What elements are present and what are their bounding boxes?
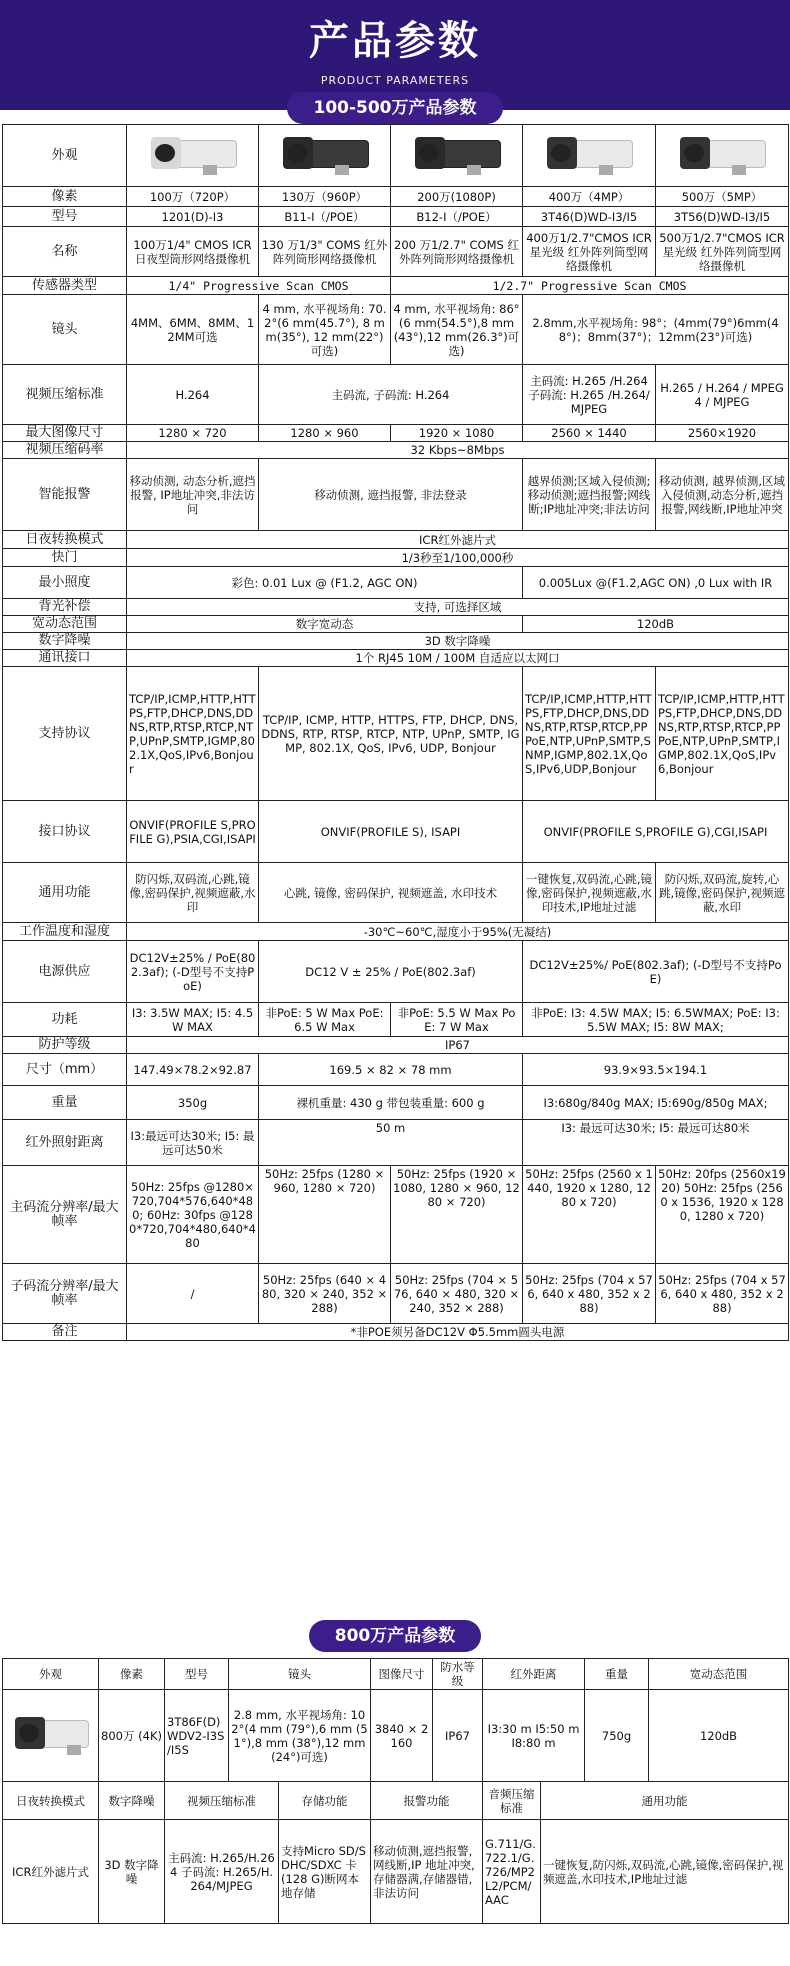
row-temp xyxy=(3,923,789,941)
cell: DC12 V ± 25% / PoE(802.3af) xyxy=(259,941,523,1003)
label-bitrate: 视频压缩码率 xyxy=(3,442,127,459)
cell: 数字降噪 xyxy=(99,1782,165,1820)
cell: 心跳, 镜像, 密码保护, 视频遮盖, 水印技术 xyxy=(259,863,523,923)
cell: I3:680g/840g MAX; I5:690g/850g MAX; xyxy=(523,1086,789,1120)
cell: 50Hz: 25fps (2560 x 1440, 1920 x 1280, 1280 x 720) xyxy=(523,1166,656,1264)
cell: 1201(D)-I3 xyxy=(127,207,259,227)
cell: 非PoE: 5.5 W Max PoE: 7 W Max xyxy=(391,1003,523,1037)
cell: H.264 xyxy=(127,365,259,425)
label-iface: 接口协议 xyxy=(3,801,127,863)
cell: 400万（4MP） xyxy=(523,187,656,207)
cell: TCP/IP,ICMP,HTTP,HTTPS,FTP,DHCP,DNS,DDNS,RTP,RTSP,RTCP,NTP,UPnP,SMTP,IGMP,802.1X,QoS,IPv6,Bonjour xyxy=(127,667,259,801)
cell: 120dB xyxy=(649,1690,789,1782)
row-comm xyxy=(3,650,789,667)
section1-heading xyxy=(0,92,790,124)
cell: 3T86F(D)WDV2-I3S /I5S xyxy=(165,1690,229,1782)
label-codec: 视频压缩标准 xyxy=(3,365,127,425)
page-subtitle: PRODUCT PARAMETERS xyxy=(320,74,470,87)
row-shutter xyxy=(3,549,789,567)
cell: 200 万1/2.7" COMS 红外阵列筒形网络摄像机 xyxy=(391,227,523,277)
cell: 147.49×78.2×92.87 xyxy=(127,1054,259,1086)
label-model: 型号 xyxy=(3,207,127,227)
label-general: 通用功能 xyxy=(3,863,127,923)
label-protocol: 支持协议 xyxy=(3,667,127,801)
label-note: 备注 xyxy=(3,1324,127,1341)
cell: 一键恢复,双码流,心跳,镜像,密码保护,视频遮蔽,水印技术,IP地址过滤 xyxy=(523,863,656,923)
cell: 3D 数字降噪 xyxy=(99,1820,165,1924)
label-smart: 智能报警 xyxy=(3,459,127,531)
camera-image xyxy=(656,125,789,187)
cell: 100万（720P） xyxy=(127,187,259,207)
page-title: 产品参数 xyxy=(309,18,481,64)
cell: 50Hz: 25fps (640 × 480, 320 × 240, 352 × 288) xyxy=(259,1264,391,1324)
cell: 2.8mm,水平视场角: 98°；(4mm(79°)6mm(48°)；8mm(37°)；12mm(23°)可选) xyxy=(523,295,789,365)
cell: 1280 × 720 xyxy=(127,425,259,442)
cell: 报警功能 xyxy=(371,1782,483,1820)
camera-image xyxy=(259,125,391,187)
t2-header-row-1 xyxy=(3,1659,789,1690)
cell: 通用功能 xyxy=(541,1782,789,1820)
cell: -30℃~60℃,湿度小于95%(无凝结) xyxy=(127,923,789,941)
cell: 3T56(D)WD-I3/I5 xyxy=(656,207,789,227)
cell: 移动侦测,遮挡报警,网线断,IP 地址冲突,存储器满,存储器错,非法访问 xyxy=(371,1820,483,1924)
label-wdr: 宽动态范围 xyxy=(3,616,127,633)
row-wdr xyxy=(3,616,789,633)
section2-heading xyxy=(0,1620,790,1652)
row-smart xyxy=(3,459,789,531)
camera-4-image xyxy=(539,132,639,176)
cell: 50Hz: 25fps (1920 × 1080, 1280 × 960, 1280 × 720) xyxy=(391,1166,523,1264)
cell: ICR红外滤片式 xyxy=(3,1820,99,1924)
cell: 支持Micro SD/SDHC/SDXC 卡(128 G)断网本地存储 xyxy=(279,1820,371,1924)
row-consume xyxy=(3,1003,789,1037)
cell: 200万(1080P) xyxy=(391,187,523,207)
cell: ONVIF(PROFILE S), ISAPI xyxy=(259,801,523,863)
row-minlux xyxy=(3,567,789,599)
label-size: 尺寸（mm） xyxy=(3,1054,127,1086)
label-maxres: 最大图像尺寸 xyxy=(3,425,127,442)
row-power xyxy=(3,941,789,1003)
cell: 50Hz: 25fps @1280×720,704*576,640*480; 60Hz: 30fps @1280*720,704*480,640*480 xyxy=(127,1166,259,1264)
label-power: 电源供应 xyxy=(3,941,127,1003)
cell: 非PoE: 5 W Max PoE: 6.5 W Max xyxy=(259,1003,391,1037)
row-bitrate xyxy=(3,442,789,459)
cell: IP67 xyxy=(127,1037,789,1054)
camera-image xyxy=(3,1690,99,1782)
row-protocol xyxy=(3,667,789,801)
cell: 750g xyxy=(585,1690,649,1782)
cell: 主码流: H.265/H.264 子码流: H.265/H.264/MJPEG xyxy=(165,1820,279,1924)
cell: 130 万1/3" COMS 红外阵列筒形网络摄像机 xyxy=(259,227,391,277)
cell: 1920 × 1080 xyxy=(391,425,523,442)
cell: 移动侦测, 遮挡报警, 非法登录 xyxy=(259,459,523,531)
cell: DC12V±25%/ PoE(802.3af); (-D型号不支持PoE) xyxy=(523,941,789,1003)
row-daynight xyxy=(3,531,789,549)
spec-table-100-500 xyxy=(2,124,789,1341)
row-note xyxy=(3,1324,789,1341)
cell: 1/4" Progressive Scan CMOS xyxy=(127,277,391,295)
cell: 主码流: H.265 /H.264 子码流: H.265 /H.264/ MJPEG xyxy=(523,365,656,425)
label-blc: 背光补偿 xyxy=(3,599,127,616)
label-name: 名称 xyxy=(3,227,127,277)
cell: 图像尺寸 xyxy=(371,1659,433,1690)
cell: ICR红外滤片式 xyxy=(127,531,789,549)
label-temp: 工作温度和湿度 xyxy=(3,923,127,941)
cell: DC12V±25% / PoE(802.3af); (-D型号不支持PoE) xyxy=(127,941,259,1003)
cell: 防闪烁,双码流,心跳,镜像,密码保护,视频遮蔽,水印 xyxy=(127,863,259,923)
row-ir xyxy=(3,1120,789,1166)
cell: 2560 × 1440 xyxy=(523,425,656,442)
cell: 500万1/2.7"CMOS ICR星光级 红外阵列筒型网络摄像机 xyxy=(656,227,789,277)
cell: 2560×1920 xyxy=(656,425,789,442)
cell: 防闪烁,双码流,旋转,心跳,镜像,密码保护,视频遮蔽,水印 xyxy=(656,863,789,923)
cell: 宽动态范围 xyxy=(649,1659,789,1690)
spec-table-800 xyxy=(2,1658,789,1924)
cell: I3: 3.5W MAX; I5: 4.5W MAX xyxy=(127,1003,259,1037)
camera-image xyxy=(523,125,656,187)
label-substream: 子码流分辨率/最大帧率 xyxy=(3,1264,127,1324)
cell: 130万（960P） xyxy=(259,187,391,207)
cell: 彩色: 0.01 Lux @ (F1.2, AGC ON) xyxy=(127,567,523,599)
cell: 4MM、6MM、8MM、12MM可选 xyxy=(127,295,259,365)
camera-1-image xyxy=(143,132,243,176)
cell: ONVIF(PROFILE S,PROFILE G),CGI,ISAPI xyxy=(523,801,789,863)
label-consume: 功耗 xyxy=(3,1003,127,1037)
t2-row-2 xyxy=(3,1820,789,1924)
row-maxres xyxy=(3,425,789,442)
t2-row-1 xyxy=(3,1690,789,1782)
section2-title: 800万产品参数 xyxy=(309,1620,482,1652)
cell: I3:30 m I5:50 m I8:80 m xyxy=(483,1690,585,1782)
cell: 一键恢复,防闪烁,双码流,心跳,镜像,密码保护,视频遮盖,水印技术,IP地址过滤 xyxy=(541,1820,789,1924)
cell: 500万（5MP） xyxy=(656,187,789,207)
cell: 镜头 xyxy=(229,1659,371,1690)
cell: *非POE须另备DC12V Φ5.5mm圆头电源 xyxy=(127,1324,789,1341)
row-codec xyxy=(3,365,789,425)
label-comm: 通讯接口 xyxy=(3,650,127,667)
cell: 重量 xyxy=(585,1659,649,1690)
cell: / xyxy=(127,1264,259,1324)
row-pixel xyxy=(3,187,789,207)
label-appearance: 外观 xyxy=(3,125,127,187)
cell: 存储功能 xyxy=(279,1782,371,1820)
cell: 3D 数字降噪 xyxy=(127,633,789,650)
cell: 防水等级 xyxy=(433,1659,483,1690)
cell: 移动侦测, 动态分析,遮挡报警, IP地址冲突,非法访问 xyxy=(127,459,259,531)
camera-800-image xyxy=(7,1712,95,1756)
cell: 2.8 mm, 水平视场角: 102°(4 mm (79°),6 mm (51°),8 mm (38°),12 mm (24°)可选) xyxy=(229,1690,371,1782)
cell: 50Hz: 25fps (704 x 576, 640 x 480, 352 x 288) xyxy=(656,1264,789,1324)
cell: 800万 (4K) xyxy=(99,1690,165,1782)
row-iface xyxy=(3,801,789,863)
row-weight xyxy=(3,1086,789,1120)
cell: 1/3秒至1/100,000秒 xyxy=(127,549,789,567)
cell: 像素 xyxy=(99,1659,165,1690)
cell: I3: 最远可达30米; I5: 最远可达80米 xyxy=(523,1120,789,1166)
row-mainstream xyxy=(3,1166,789,1264)
cell: TCP/IP, ICMP, HTTP, HTTPS, FTP, DHCP, DNS, DDNS, RTP, RTSP, RTCP, NTP, UPnP, SMTP, IGMP, 802.1X, QoS, IPv6, UDP, Bonjour xyxy=(259,667,523,801)
cell: 50Hz: 25fps (704 × 576, 640 × 480, 320 × 240, 352 × 288) xyxy=(391,1264,523,1324)
cell: 4 mm, 水平视场角: 86°(6 mm(54.5°),8 mm(43°),12 mm(26.3°)可选) xyxy=(391,295,523,365)
row-ip xyxy=(3,1037,789,1054)
cell: 169.5 × 82 × 78 mm xyxy=(259,1054,523,1086)
cell: 裸机重量: 430 g 带包装重量: 600 g xyxy=(259,1086,523,1120)
cell: 100万1/4" CMOS ICR日夜型筒形网络摄像机 xyxy=(127,227,259,277)
cell: 1/2.7" Progressive Scan CMOS xyxy=(391,277,789,295)
cell: 50 m xyxy=(259,1120,523,1166)
cell: 400万1/2.7"CMOS ICR星光级 红外阵列筒型网络摄像机 xyxy=(523,227,656,277)
row-sensor xyxy=(3,277,789,295)
cell: TCP/IP,ICMP,HTTP,HTTPS,FTP,DHCP,DNS,DDNS,RTP,RTSP,RTCP,PPPoE,NTP,UPnP,SMTP,IGMP,802.1X,QoS,IPv6,Bonjour xyxy=(656,667,789,801)
label-ir: 红外照射距离 xyxy=(3,1120,127,1166)
cell: 支持, 可选择区域 xyxy=(127,599,789,616)
camera-3-image xyxy=(407,132,507,176)
row-general xyxy=(3,863,789,923)
label-minlux: 最小照度 xyxy=(3,567,127,599)
cell: I3:最远可达30米; I5: 最远可达50米 xyxy=(127,1120,259,1166)
row-substream xyxy=(3,1264,789,1324)
cell: 主码流, 子码流: H.264 xyxy=(259,365,523,425)
cell: 4 mm, 水平视场角: 70.2°(6 mm(45.7°), 8 mm(35°), 12 mm(22°)可选) xyxy=(259,295,391,365)
cell: G.711/G.722.1/G.726/MP2L2/PCM/AAC xyxy=(483,1820,541,1924)
cell: 3T46(D)WD-I3/I5 xyxy=(523,207,656,227)
label-lens: 镜头 xyxy=(3,295,127,365)
cell: 数字宽动态 xyxy=(127,616,523,633)
label-pixel: 像素 xyxy=(3,187,127,207)
cell: 0.005Lux @(F1.2,AGC ON) ,0 Lux with IR xyxy=(523,567,789,599)
cell: 93.9×93.5×194.1 xyxy=(523,1054,789,1086)
cell: 50Hz: 20fps (2560x1920) 50Hz: 25fps (2560 x 1536, 1920 x 1280, 1280 x 720) xyxy=(656,1166,789,1264)
cell: 移动侦测, 越界侦测,区域入侵侦测,动态分析,遮挡报警,网线断,IP地址冲突 xyxy=(656,459,789,531)
cell: 非PoE: I3: 4.5W MAX; I5: 6.5WMAX; PoE: I3: 5.5W MAX; I5: 8W MAX; xyxy=(523,1003,789,1037)
cell: 日夜转换模式 xyxy=(3,1782,99,1820)
cell: 50Hz: 25fps (704 x 576, 640 x 480, 352 x 288) xyxy=(523,1264,656,1324)
row-name xyxy=(3,227,789,277)
cell: ONVIF(PROFILE S,PROFILE G),PSIA,CGI,ISAPI xyxy=(127,801,259,863)
row-lens xyxy=(3,295,789,365)
t2-header-row-2 xyxy=(3,1782,789,1820)
cell: 红外距离 xyxy=(483,1659,585,1690)
row-model xyxy=(3,207,789,227)
label-shutter: 快门 xyxy=(3,549,127,567)
cell: H.265 / H.264 / MPEG4 / MJPEG xyxy=(656,365,789,425)
cell: 型号 xyxy=(165,1659,229,1690)
row-blc xyxy=(3,599,789,616)
camera-5-image xyxy=(672,132,772,176)
cell: B12-I（/POE） xyxy=(391,207,523,227)
cell: 120dB xyxy=(523,616,789,633)
label-weight: 重量 xyxy=(3,1086,127,1120)
cell: B11-I（/POE） xyxy=(259,207,391,227)
cell: 音频压缩标准 xyxy=(483,1782,541,1820)
label-dnr: 数字降噪 xyxy=(3,633,127,650)
section1-title: 100-500万产品参数 xyxy=(287,92,502,124)
cell: 视频压缩标准 xyxy=(165,1782,279,1820)
cell: 越界侦测;区域入侵侦测;移动侦测;遮挡报警;网线断;IP地址冲突;非法访问 xyxy=(523,459,656,531)
cell: 350g xyxy=(127,1086,259,1120)
camera-2-image xyxy=(275,132,375,176)
camera-image xyxy=(127,125,259,187)
label-mainstream: 主码流分辨率/最大帧率 xyxy=(3,1166,127,1264)
label-ip: 防护等级 xyxy=(3,1037,127,1054)
cell: 32 Kbps~8Mbps xyxy=(127,442,789,459)
label-sensor: 传感器类型 xyxy=(3,277,127,295)
cell: 1个 RJ45 10M / 100M 自适应以太网口 xyxy=(127,650,789,667)
label-daynight: 日夜转换模式 xyxy=(3,531,127,549)
cell: TCP/IP,ICMP,HTTP,HTTPS,FTP,DHCP,DNS,DDNS,RTP,RTSP,RTCP,PPPoE,NTP,UPnP,SMTP,SNMP,IGMP,802.1X,QoS,IPv6,UDP,Bonjour xyxy=(523,667,656,801)
cell: 外观 xyxy=(3,1659,99,1690)
cell: 3840 × 2160 xyxy=(371,1690,433,1782)
cell: IP67 xyxy=(433,1690,483,1782)
row-appearance xyxy=(3,125,789,187)
row-size xyxy=(3,1054,789,1086)
camera-image xyxy=(391,125,523,187)
cell: 50Hz: 25fps (1280 × 960, 1280 × 720) xyxy=(259,1166,391,1264)
row-dnr xyxy=(3,633,789,650)
cell: 1280 × 960 xyxy=(259,425,391,442)
